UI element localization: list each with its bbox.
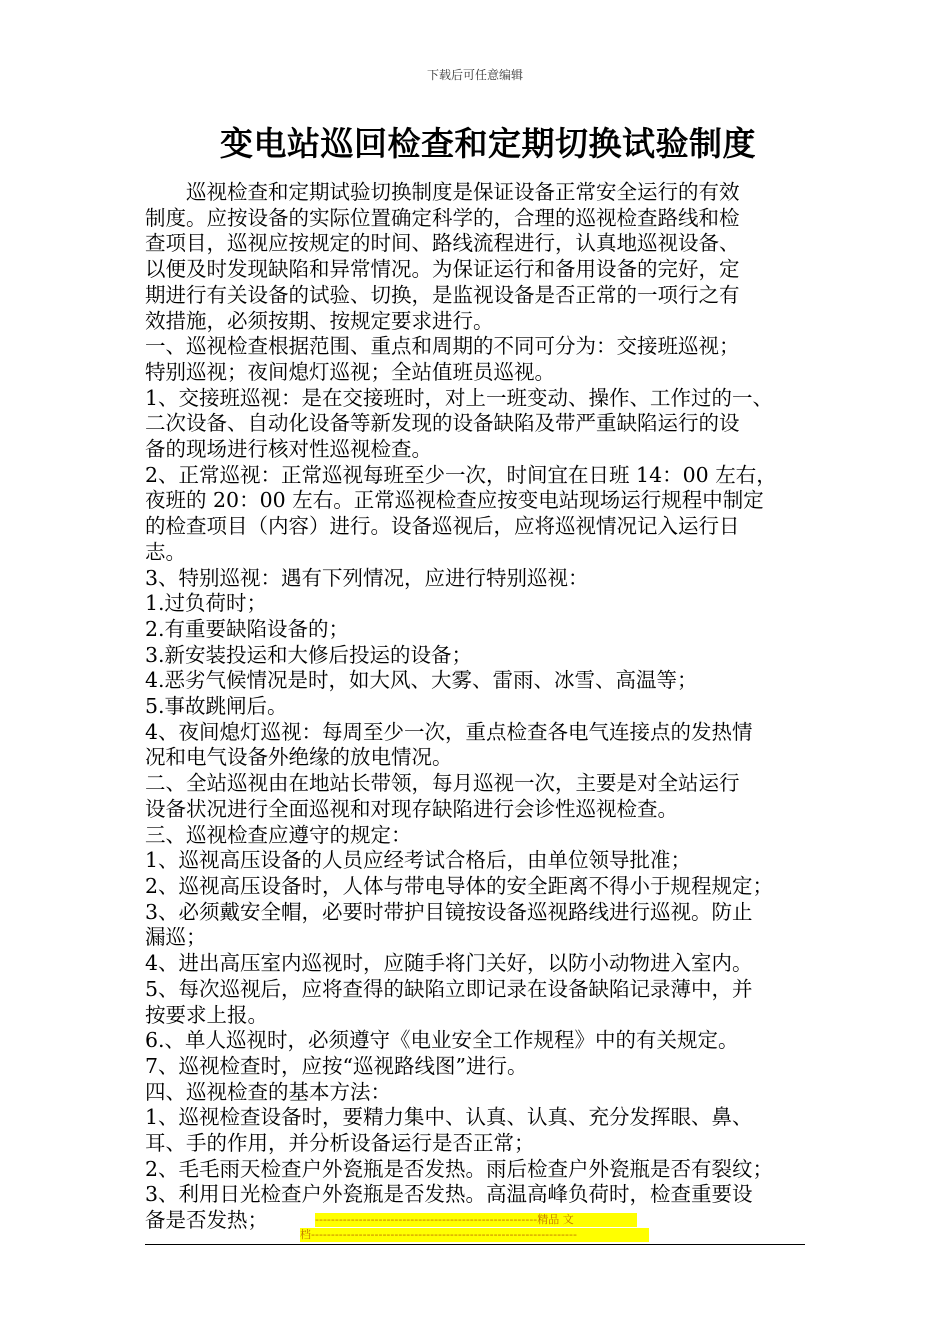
body-line: 3、利用日光检查户外瓷瓶是否发热。高温高峰负荷时，检查重要设 <box>145 1182 753 1207</box>
body-line: 况和电气设备外绝缘的放电情况。 <box>145 745 453 770</box>
header-note: 下载后可任意编辑 <box>426 68 523 82</box>
body-line: 2.有重要缺陷设备的； <box>145 616 350 641</box>
body-line: 3、必须戴安全帽，必要时带护目镜按设备巡视路线进行巡视。防止 <box>145 899 753 924</box>
body-line: 期进行有关设备的试验、切换，是监视设备是否正常的一项行之有 <box>145 282 740 307</box>
body-line: 按要求上报。 <box>145 1002 268 1027</box>
body-line: 二次设备、自动化设备等新发现的设备缺陷及带严重缺陷运行的设 <box>145 411 740 436</box>
body-line: 一、巡视检查根据范围、重点和周期的不同可分为：交接班巡视； <box>145 334 740 359</box>
body-line: 志。 <box>145 539 186 564</box>
document-body <box>145 180 805 1234</box>
body-line: 的检查项目（内容）进行。设备巡视后，应将巡视情况记入运行日 <box>145 514 740 539</box>
body-line: 以便及时发现缺陷和异常情况。为保证运行和备用设备的完好，定 <box>145 257 740 282</box>
body-line: 效措施，必须按期、按规定要求进行。 <box>145 308 494 333</box>
body-line: 查项目，巡视应按规定的时间、路线流程进行，认真地巡视设备、 <box>145 231 740 256</box>
body-line: 1.过负荷时； <box>145 591 268 616</box>
body-line: 特别巡视；夜间熄灯巡视；全站值班员巡视。 <box>145 359 555 384</box>
body-line: 1、交接班巡视：是在交接班时，对上一班变动、操作、工作过的一、 <box>145 385 774 410</box>
body-line: 1、巡视检查设备时，要精力集中、认真、认真、充分发挥眼、鼻、 <box>145 1105 753 1130</box>
footer-watermark-line-1: --------------------------------------------------------精品 文 <box>315 1213 637 1227</box>
body-line: 4、夜间熄灯巡视：每周至少一次，重点检查各电气连接点的发热情 <box>145 719 753 744</box>
body-line: 2、毛毛雨天检查户外瓷瓶是否发热。雨后检查户外瓷瓶是否有裂纹； <box>145 1156 774 1181</box>
body-line: 备是否发热； <box>145 1208 268 1233</box>
body-line: 3.新安装投运和大修后投运的设备； <box>145 642 473 667</box>
body-line: 1、巡视高压设备的人员应经考试合格后，由单位领导批准； <box>145 848 692 873</box>
footer-rule <box>145 1244 805 1245</box>
body-line: 四、巡视检查的基本方法： <box>145 1079 391 1104</box>
body-line: 漏巡； <box>145 925 207 950</box>
body-line: 4、进出高压室内巡视时，应随手将门关好，以防小动物进入室内。 <box>145 951 753 976</box>
body-line: 5.事故跳闸后。 <box>145 694 288 719</box>
body-line: 二、全站巡视由在地站长带领，每月巡视一次，主要是对全站运行 <box>145 771 740 796</box>
body-line: 2、正常巡视：正常巡视每班至少一次，时间宜在日班 14：00 左右， <box>145 462 777 487</box>
body-line: 夜班的 20：00 左右。正常巡视检查应按变电站现场运行规程中制定 <box>145 488 764 513</box>
body-line: 耳、手的作用，并分析设备运行是否正常； <box>145 1131 535 1156</box>
body-line: 备的现场进行核对性巡视检查。 <box>145 437 432 462</box>
body-line: 5、每次巡视后，应将查得的缺陷立即记录在设备缺陷记录薄中，并 <box>145 976 753 1001</box>
document-title: 变电站巡回检查和定期切换试验制度 <box>220 124 756 163</box>
body-line: 4.恶劣气候情况是时，如大风、大雾、雷雨、冰雪、高温等； <box>145 668 698 693</box>
body-line: 三、巡视检查应遵守的规定： <box>145 822 412 847</box>
body-line: 7、巡视检查时，应按“巡视路线图”进行。 <box>145 1053 528 1078</box>
body-line: 6.、单人巡视时，必须遵守《电业安全工作规程》中的有关规定。 <box>145 1028 739 1053</box>
body-line: 3、特别巡视：遇有下列情况，应进行特别巡视： <box>145 565 589 590</box>
body-line: 设备状况进行全面巡视和对现存缺陷进行会诊性巡视检查。 <box>145 796 678 821</box>
footer-watermark-line-2: 档------------------------------------------------------------------- <box>300 1228 649 1242</box>
body-line: 巡视检查和定期试验切换制度是保证设备正常安全运行的有效 <box>186 180 740 204</box>
body-line: 2、巡视高压设备时，人体与带电导体的安全距离不得小于规程规定； <box>145 873 774 898</box>
body-line: 制度。应按设备的实际位置确定科学的，合理的巡视检查路线和检 <box>145 205 740 230</box>
